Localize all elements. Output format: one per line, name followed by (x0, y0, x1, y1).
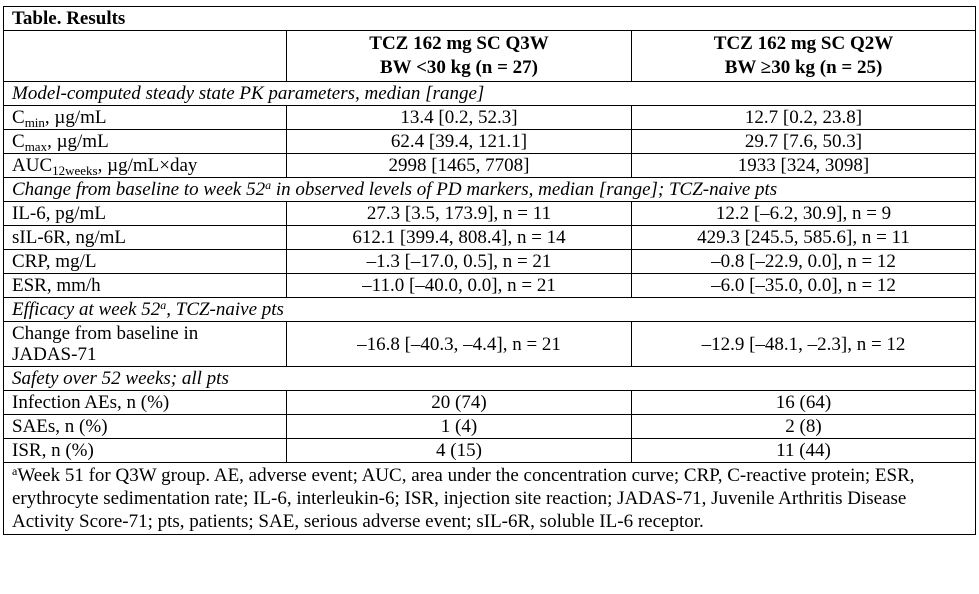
row-label: sIL-6R, ng/mL (4, 226, 287, 250)
value-q2w: 2 (8) (632, 415, 976, 439)
column-header-q2w-line1: TCZ 162 mg SC Q2W (713, 33, 894, 54)
value-q3w: 612.1 [399.4, 808.4], n = 14 (287, 226, 632, 250)
section-heading-safety: Safety over 52 weeks; all pts (4, 367, 976, 391)
section-heading-pk: Model-computed steady state PK parameters, median [range] (4, 82, 976, 106)
section-row-efficacy (4, 298, 976, 322)
value-q3w: –11.0 [–40.0, 0.0], n = 21 (287, 274, 632, 298)
value-q2w: 429.3 [245.5, 585.6], n = 11 (632, 226, 976, 250)
table-row (4, 391, 976, 415)
value-q3w: 27.3 [3.5, 173.9], n = 11 (287, 202, 632, 226)
value-q2w: –12.9 [–48.1, –2.3], n = 12 (632, 322, 976, 367)
column-header-q2w-line2: BW ≥30 kg (n = 25) (724, 57, 883, 78)
value-q3w: 1 (4) (287, 415, 632, 439)
table-row (4, 106, 976, 130)
table-title: Table. Results (4, 7, 976, 31)
value-q2w: 29.7 [7.6, 50.3] (632, 130, 976, 154)
row-label: SAEs, n (%) (4, 415, 287, 439)
table-row (4, 202, 976, 226)
row-label: ESR, mm/h (4, 274, 287, 298)
row-label: IL-6, pg/mL (4, 202, 287, 226)
column-header-row (4, 31, 976, 82)
row-label: $C_{min}$, µg/mL (4, 106, 287, 130)
results-table-container (3, 6, 975, 535)
value-q2w: 1933 [324, 3098] (632, 154, 976, 178)
value-q2w: 16 (64) (632, 391, 976, 415)
row-label: $AUC_{12weeks}$, µg/mL×day (4, 154, 287, 178)
row-label: $C_{max}$, µg/mL (4, 130, 287, 154)
table-row (4, 322, 976, 367)
value-q2w: –6.0 [–35.0, 0.0], n = 12 (632, 274, 976, 298)
row-label: ISR, n (%) (4, 439, 287, 463)
column-header-q3w-line1: TCZ 162 mg SC Q3W (369, 33, 549, 54)
value-q3w: 62.4 [39.4, 121.1] (287, 130, 632, 154)
value-q3w: 4 (15) (287, 439, 632, 463)
value-q3w: –16.8 [–40.3, –4.4], n = 21 (287, 322, 632, 367)
section-row-pk (4, 82, 976, 106)
table-row (4, 250, 976, 274)
section-row-pd (4, 178, 976, 202)
table-row (4, 415, 976, 439)
table-row (4, 226, 976, 250)
table-row (4, 439, 976, 463)
value-q3w: –1.3 [–17.0, 0.5], n = 21 (287, 250, 632, 274)
value-q2w: 11 (44) (632, 439, 976, 463)
column-header-q3w (287, 31, 632, 82)
column-header-q2w (632, 31, 976, 82)
row-label: CRP, mg/L (4, 250, 287, 274)
table-row (4, 130, 976, 154)
value-q2w: 12.2 [–6.2, 30.9], n = 9 (632, 202, 976, 226)
row-label: Infection AEs, n (%) (4, 391, 287, 415)
table-row (4, 154, 976, 178)
results-table (3, 6, 976, 535)
value-q2w: 12.7 [0.2, 23.8] (632, 106, 976, 130)
footnote-row (4, 463, 976, 535)
footnote: $^a$Week 51 for Q3W group. AE, adverse event; AUC, area under the concentration curve; CRP, C-reactive protein; ESR, erythrocyte sedimentation rate; IL-6, interleukin-6; ISR, injection site reaction; JADAS-71, Juvenile Arthritis Disease Activity Score-71; pts, patients; SAE, serious adverse event; sIL-6R, soluble IL-6 receptor. (4, 463, 976, 535)
section-heading-efficacy: Efficacy at week 52$^a$, TCZ-naive pts (4, 298, 976, 322)
value-q3w: 13.4 [0.2, 52.3] (287, 106, 632, 130)
row-label: Change from baseline in JADAS-71 (4, 322, 287, 367)
section-heading-pd: Change from baseline to week 52$^a$ in observed levels of PD markers, median [range]; TCZ-naive pts (4, 178, 976, 202)
section-row-safety (4, 367, 976, 391)
table-row (4, 274, 976, 298)
title-row (4, 7, 976, 31)
column-header-q3w-line2: BW <30 kg (n = 27) (379, 57, 539, 78)
empty-header-cell (4, 31, 287, 82)
value-q2w: –0.8 [–22.9, 0.0], n = 12 (632, 250, 976, 274)
value-q3w: 2998 [1465, 7708] (287, 154, 632, 178)
value-q3w: 20 (74) (287, 391, 632, 415)
